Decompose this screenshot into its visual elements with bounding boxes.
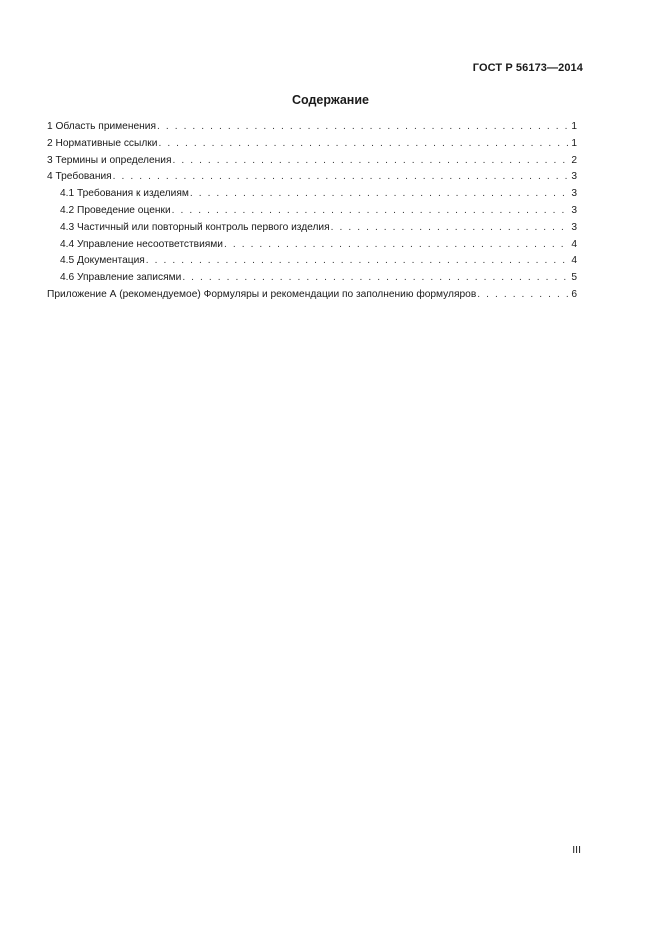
toc-item-page: 4: [571, 255, 577, 267]
toc-item-page: 1: [571, 121, 577, 132]
toc-item-label: Приложение А (рекомендуемое) Формуляры и рекомендации по заполнению формуляров: [47, 288, 477, 300]
toc-item-label: 4 Требования: [47, 171, 112, 183]
toc-item-label: 3 Термины и определения: [47, 154, 172, 166]
toc-leader-dots: [190, 186, 570, 203]
toc-item-terms-definitions[interactable]: [47, 153, 577, 170]
toc-leader-dots: [182, 270, 570, 287]
toc-leader-dots: [331, 220, 571, 237]
toc-leader-dots: [477, 287, 570, 304]
toc-item-page: 3: [571, 204, 577, 216]
toc-item-records-control[interactable]: [47, 270, 577, 287]
toc-item-page: 3: [571, 188, 577, 200]
toc-item-label: 4.6 Управление записями: [60, 272, 182, 284]
toc-item-nonconformity-control[interactable]: [47, 237, 577, 254]
toc-leader-dots: [172, 153, 570, 170]
toc-item-label: 4.5 Документация: [60, 255, 145, 267]
toc-item-normative-references[interactable]: [47, 136, 577, 153]
toc-leader-dots: [158, 136, 570, 153]
toc-item-page: 1: [571, 137, 577, 149]
toc-item-page: 6: [571, 288, 577, 300]
toc-item-label: 4.4 Управление несоответствиями: [60, 238, 223, 250]
toc-item-requirements[interactable]: [47, 169, 577, 186]
toc-item-scope[interactable]: [47, 119, 577, 136]
contents-title: Содержание: [291, 93, 369, 107]
toc-leader-dots: [172, 203, 571, 220]
toc-item-page: 4: [571, 238, 577, 250]
toc-item-label: 4.2 Проведение оценки: [60, 204, 171, 216]
toc-item-documentation[interactable]: [47, 253, 577, 270]
toc-item-first-article-inspection[interactable]: [47, 220, 577, 237]
toc-item-product-requirements[interactable]: [47, 186, 577, 203]
toc-item-label: 4.3 Частичный или повторный контроль первого изделия: [60, 221, 330, 233]
toc-item-page: 2: [571, 154, 577, 166]
toc-item-label: 2 Нормативные ссылки: [47, 137, 158, 149]
toc-item-appendix-a[interactable]: [47, 287, 577, 304]
toc-leader-dots: [157, 119, 570, 136]
toc-item-assessment[interactable]: [47, 203, 577, 220]
toc-item-label: 1 Область применения: [47, 121, 156, 132]
page-number: III: [572, 844, 581, 856]
toc-leader-dots: [113, 169, 571, 186]
toc-item-page: 3: [571, 171, 577, 183]
toc-item-label: 4.1 Требования к изделиям: [60, 188, 189, 200]
toc-item-page: 3: [571, 221, 577, 233]
table-of-contents: [47, 119, 577, 304]
document-code: ГОСТ Р 56173—2014: [472, 62, 583, 74]
toc-leader-dots: [146, 253, 571, 270]
toc-item-page: 5: [571, 272, 577, 284]
toc-leader-dots: [224, 237, 570, 254]
